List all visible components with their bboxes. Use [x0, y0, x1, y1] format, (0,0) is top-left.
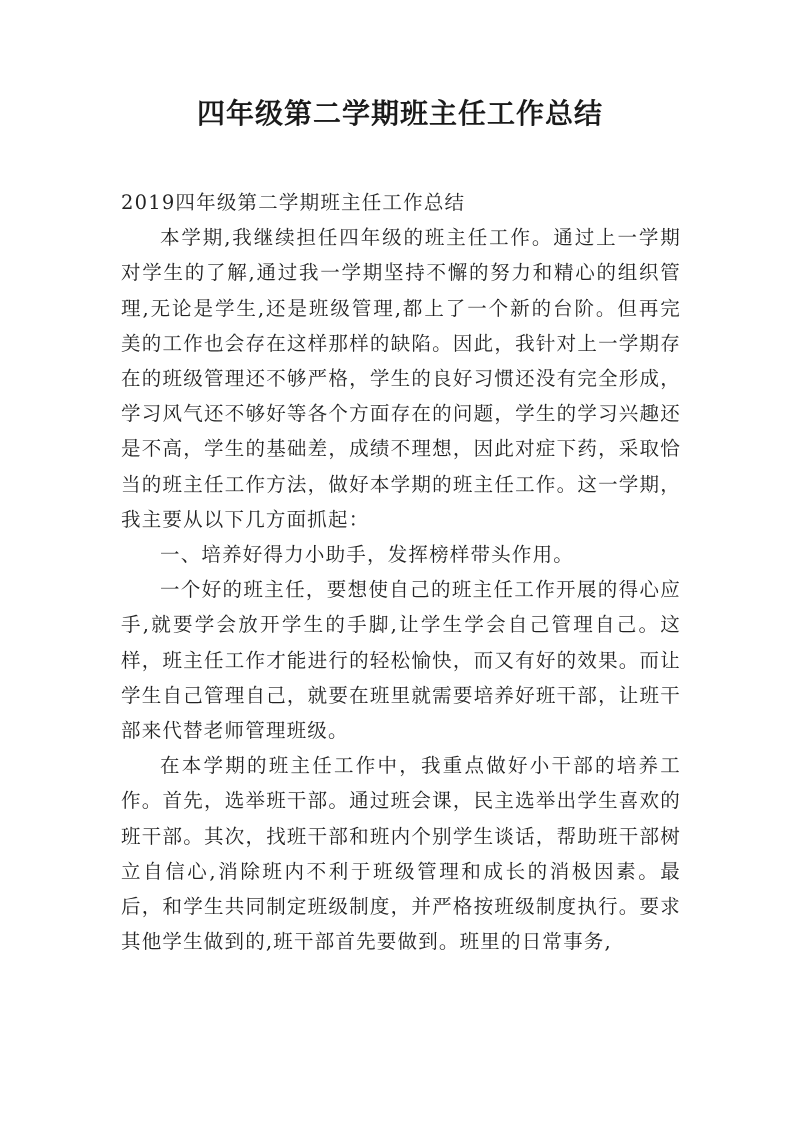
paragraph-intro: 本学期,我继续担任四年级的班主任工作。通过上一学期对学生的了解,通过我一学期坚持不懈的努力和精心的组织管理,无论是学生,还是班级管理,都上了一个新的台阶。但再完美的工作也会存在这样那样的缺陷。因此，我针对上一学期存在的班级管理还不够严格，学生的良好习惯还没有完全形成，学习风气还不够好等各个方面存在的问题，学生的学习兴趣还是不高，学生的基础差，成绩不理想，因此对症下药，采取恰当的班主任工作方法，做好本学期的班主任工作。这一学期，我主要从以下几方面抓起： — [121, 226, 681, 531]
document-subtitle: 2019四年级第二学期班主任工作总结 — [121, 191, 466, 214]
document-body — [121, 185, 681, 959]
document-title: 四年级第二学期班主任工作总结 — [196, 97, 603, 130]
paragraph-cadre-training: 在本学期的班主任工作中，我重点做好小干部的培养工作。首先，选举班干部。通过班会课，民主选举出学生喜欢的班干部。其次，找班干部和班内个别学生谈话，帮助班干部树立自信心,消除班内不利于班级管理和成长的消极因素。最后，和学生共同制定班级制度，并严格按班级制度执行。要求其他学生做到的,班干部首先要做到。班里的日常事务, — [121, 754, 681, 954]
section-heading: 一、培养好得力小助手，发挥榜样带头作用。 — [160, 543, 575, 567]
paragraph-class-leader: 一个好的班主任，要想使自己的班主任工作开展的得心应手,就要学会放开学生的手脚,让学生学会自己管理自己。这样，班主任工作才能进行的轻松愉快，而又有好的效果。而让学生自己管理自己，就要在班里就需要培养好班干部，让班干部来代替老师管理班级。 — [121, 578, 681, 743]
